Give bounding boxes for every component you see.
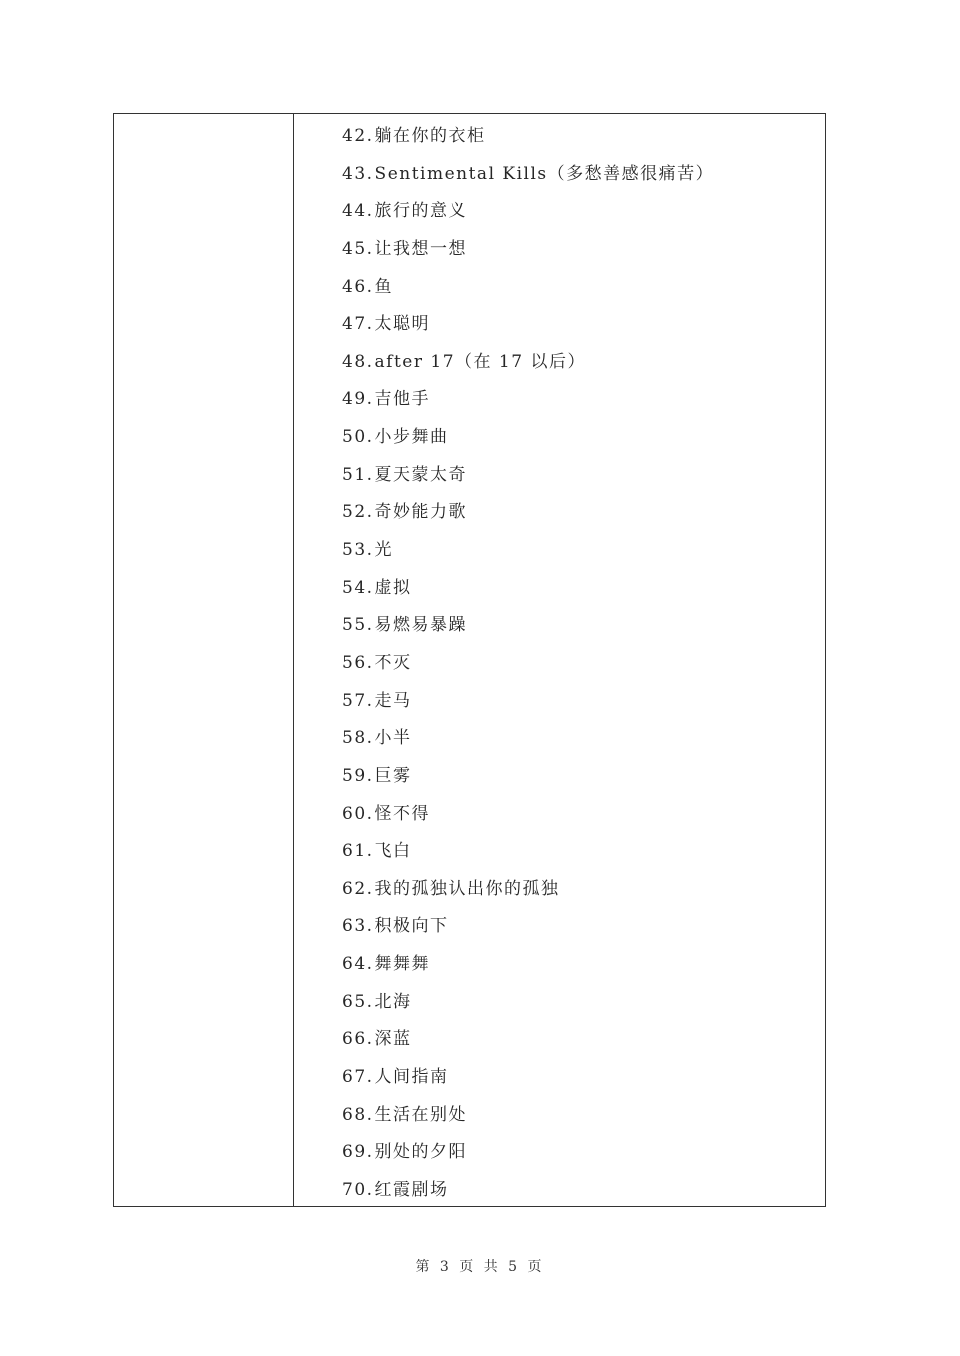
song-list (342, 118, 714, 1210)
list-item: 52.奇妙能力歌 (342, 502, 468, 523)
list-item: 64.舞舞舞 (342, 954, 431, 975)
list-item: 61.飞白 (342, 841, 412, 862)
list-item: 70.红霞剧场 (342, 1179, 449, 1200)
table-left-column (114, 114, 294, 1206)
list-item: 57.走马 (342, 690, 412, 711)
song-table (113, 113, 826, 1207)
list-item: 58.小半 (342, 728, 412, 749)
table-right-column (294, 114, 825, 1206)
list-item: 60.怪不得 (342, 803, 431, 824)
list-item: 51.夏天蒙太奇 (342, 464, 468, 485)
list-item: 48.after 17（在 17 以后） (342, 351, 586, 372)
page-number: 第 3 页 共 5 页 (415, 1259, 545, 1275)
list-item: 45.让我想一想 (342, 238, 468, 259)
list-item: 69.别处的夕阳 (342, 1142, 468, 1163)
list-item: 65.北海 (342, 991, 412, 1012)
list-item: 50.小步舞曲 (342, 427, 449, 448)
list-item: 68.生活在别处 (342, 1104, 468, 1125)
list-item: 56.不灭 (342, 652, 412, 673)
list-item: 63.积极向下 (342, 916, 449, 937)
list-item: 66.深蓝 (342, 1029, 412, 1050)
list-item: 53.光 (342, 540, 394, 561)
list-item: 49.吉他手 (342, 389, 431, 410)
list-item: 67.人间指南 (342, 1067, 449, 1088)
list-item: 47.太聪明 (342, 314, 431, 335)
list-item: 43.Sentimental Kills（多愁善感很痛苦） (342, 163, 715, 184)
list-item: 54.虚拟 (342, 577, 412, 598)
list-item: 46.鱼 (342, 276, 394, 297)
list-item: 44.旅行的意义 (342, 201, 468, 222)
list-item: 59.巨雾 (342, 765, 412, 786)
list-item: 62.我的孤独认出你的孤独 (342, 878, 560, 899)
list-item: 42.躺在你的衣柜 (342, 126, 486, 146)
list-item: 55.易燃易暴躁 (342, 615, 468, 636)
